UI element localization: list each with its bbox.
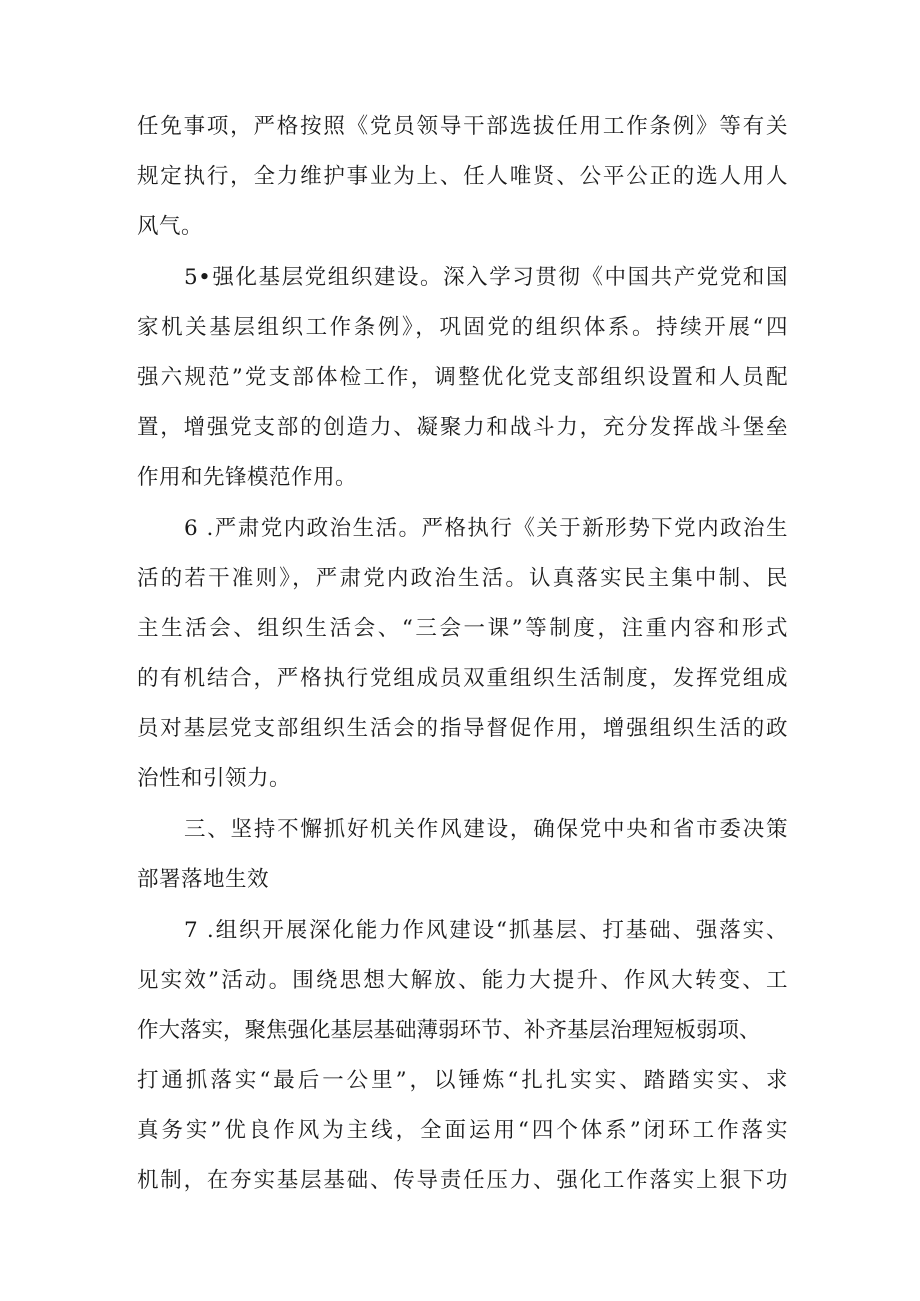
text-line: 作大落实，聚焦强化基层基础薄弱环节、补齐基层治理短板弱项、 xyxy=(137,1018,761,1043)
text-line: 员对基层党支部组织生活会的指导督促作用，增强组织生活的政 xyxy=(137,716,788,741)
text-line: 规定执行，全力维护事业为上、任人唯贤、公平公正的选人用人 xyxy=(137,164,788,189)
text-line: 强六规范”党支部体检工作，调整优化党支部组织设置和人员配 xyxy=(137,365,788,390)
section-heading: 部署落地生效 xyxy=(137,867,270,892)
section-heading: 三、坚持不懈抓好机关作风建设，确保党中央和省市委决策 xyxy=(184,817,788,842)
text-line: 7 .组织开展深化能力作风建设“抓基层、打基础、强落实、 xyxy=(184,918,788,943)
text-line: 家机关基层组织工作条例》，巩固党的组织体系。持续开展“四 xyxy=(137,315,788,340)
text-line: 活的若干准则》，严肃党内政治生活。认真落实民主集中制、民 xyxy=(137,566,788,591)
text-line: 作用和先锋模范作用。 xyxy=(137,465,358,490)
text-line: 的有机结合，严格执行党组成员双重组织生活制度，发挥党组成 xyxy=(137,666,788,691)
text-line: 主生活会、组织生活会、“三会一课”等制度，注重内容和形式 xyxy=(137,616,788,641)
text-line: 机制，在夯实基层基础、传导责任压力、强化工作落实上狠下功 xyxy=(137,1168,788,1193)
text-line: 置，增强党支部的创造力、凝聚力和战斗力，充分发挥战斗堡垒 xyxy=(137,415,788,440)
text-line: 见实效”活动。围绕思想大解放、能力大提升、作风大转变、工 xyxy=(137,968,788,993)
text-line: 真务实”优良作风为主线，全面运用“四个体系”闭环工作落实 xyxy=(137,1118,788,1143)
text-line: 风气。 xyxy=(137,214,204,239)
text-line: 打通抓落实“最后一公里”，以锤炼“扎扎实实、踏踏实实、求 xyxy=(137,1068,788,1093)
text-line: 6 .严肃党内政治生活。严格执行《关于新形势下党内政治生 xyxy=(184,516,788,541)
text-line: 治性和引领力。 xyxy=(137,766,292,791)
text-line: 任免事项，严格按照《党员领导干部选拔任用工作条例》等有关 xyxy=(137,114,788,139)
text-line: 5•强化基层党组织建设。深入学习贯彻《中国共产党党和国 xyxy=(184,265,788,290)
